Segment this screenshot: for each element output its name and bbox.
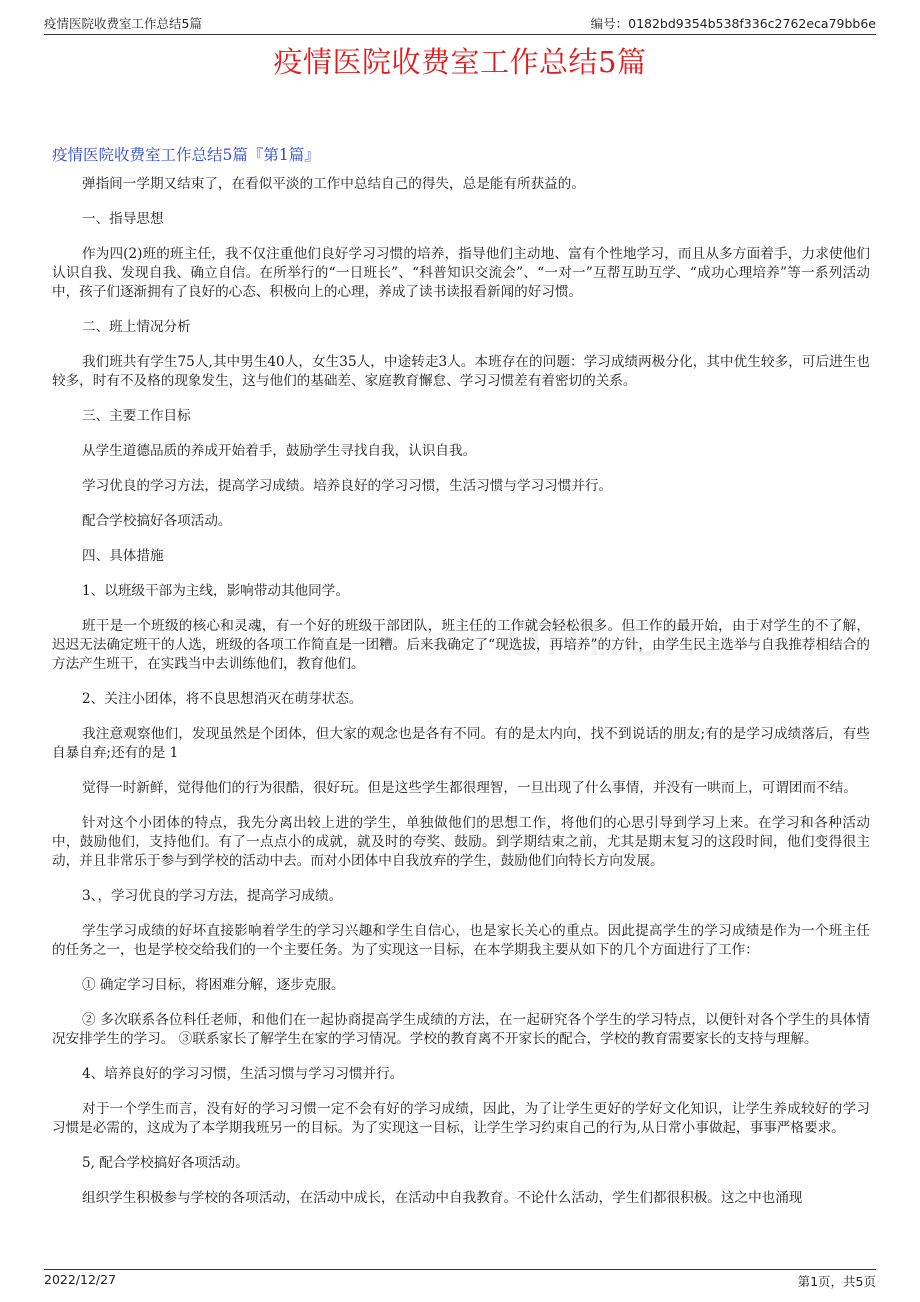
header-doc-name: 疫情医院收费室工作总结5篇 [44,16,202,31]
subheading: 2、关注小团体，将不良思想消灭在萌芽状态。 [82,691,363,707]
paragraph: 组织学生积极参与学校的各项活动，在活动中成长，在活动中自我教育。不论什么活动，学生们都很积极。这之中也涌现 [82,1190,803,1206]
paragraph: 针对这个小团体的特点，我先分离出较上进的学生，单独做他们的思想工作，将他们的心思引导到学习上来。在学习和各种活动中，鼓励他们，支持他们。有了一点点小的成就，就及时的夸奖、鼓励。到学期结束之前，尤其是期末复习的这段时间，他们变得很主动，并且非常乐于参与到学校的活动中去。而对小团体中自我放弃的学生，鼓励他们向特长方向发展。 [52,815,870,869]
subheading: 二、班上情况分析 [82,319,191,335]
paragraph: 配合学校搞好各项活动。 [82,513,232,529]
subheading: 四、具体措施 [82,548,164,564]
subheading: 3、，学习优良的学习方法，提高学习成绩。 [82,888,343,904]
subheading: 一、指导思想 [82,211,164,227]
section-heading: 疫情医院收费室工作总结5篇『第1篇』 [52,146,320,164]
footer-date: 2022/12/27 [44,1272,117,1287]
subheading: 1、以班级干部为主线，影响带动其他同学。 [82,583,349,599]
paragraph: 对于一个学生而言，没有好的学习习惯一定不会有好的学习成绩，因此，为了让学生更好的学好文化知识，让学生养成较好的学习习惯是必需的，这成为了本学期我班另一的目标。为了实现这一目标，让学生学习约束自己的行为,从日常小事做起，事事严格要求。 [52,1101,870,1136]
page-header [44,10,876,35]
watermark: om.cn [505,600,701,670]
list-item: ② 多次联系各位科任老师，和他们在一起协商提高学生成绩的方法，在一起研究各个学生的学习特点，以便针对各个学生的具体情况安排学生的学习。 ③联系家长了解学生在家的学习情况。学校的教育离不开家长的配合，学校的教育需要家长的支持与理解。 [52,1012,870,1047]
subheading: 4、培养良好的学习习惯，生活习惯与学习习惯并行。 [82,1066,404,1082]
paragraph: 弹指间一学期又结束了，在看似平淡的工作中总结自己的得失，总是能有所获益的。 [82,176,585,192]
page-footer [44,1269,876,1292]
header-doc-id: 编号：0182bd9354b538f336c2762eca79bb6e [590,16,876,31]
paragraph: 觉得一时新鲜，觉得他们的行为很酷，很好玩。但是这些学生都很理智，一旦出现了什么事情，并没有一哄而上，可谓团而不结。 [82,780,857,796]
paragraph: 从学生道德品质的养成开始着手，鼓励学生寻找自我，认识自我。 [82,443,477,459]
paragraph: 我们班共有学生75人,其中男生40人，女生35人，中途转走3人。本班存在的问题：学习成绩两极分化，其中优生较多，可后进生也较多，时有不及格的现象发生，这与他们的基础差、家庭教育懈怠、学习习惯差有着密切的关系。 [52,354,870,389]
list-item: ① 确定学习目标，将困难分解，逐步克服。 [82,977,345,993]
subheading: 三、主要工作目标 [82,408,191,424]
paragraph: 我注意观察他们，发现虽然是个团体，但大家的观念也是各有不同。有的是太内向，找不到说话的朋友;有的是学习成绩落后，有些自暴自弃;还有的是 1 [52,726,870,761]
page-number: 第1页，共5页 [797,1274,876,1289]
document-body [52,146,870,1224]
paragraph: 学习优良的学习方法，提高学习成绩。培养良好的学习习惯，生活习惯与学习习惯并行。 [82,478,613,494]
paragraph: 班干是一个班级的核心和灵魂，有一个好的班级干部团队，班主任的工作就会轻松很多。但工作的最开始，由于对学生的不了解，迟迟无法确定班干的人选，班级的各项工作简直是一团糟。后来我确定了“现选拔，再培养”的方针，由学生民主选举与自我推荐相结合的方法产生班干，在实践当中去训练他们，教育他们。 [52,618,870,672]
subheading: 5, 配合学校搞好各项活动。 [82,1155,249,1171]
paragraph: 作为四(2)班的班主任，我不仅注重他们良好学习习惯的培养，指导他们主动地、富有个性地学习，而且从多方面着手，力求使他们认识自我、发现自我、确立自信。在所举行的“一日班长”、“科普知识交流会”、“一对一”互帮互助互学、“成功心理培养”等一系列活动中，孩子们逐渐拥有了良好的心态、积极向上的心理，养成了读书读报看新闻的好习惯。 [52,246,870,300]
paragraph: 学生学习成绩的好坏直接影响着学生的学习兴趣和学生自信心，也是家长关心的重点。因此提高学生的学习成绩是作为一个班主任的任务之一，也是学校交给我们的一个主要任务。为了实现这一目标，在本学期我主要从如下的几个方面进行了工作： [52,923,870,958]
document-title: 疫情医院收费室工作总结5篇 [273,45,647,79]
